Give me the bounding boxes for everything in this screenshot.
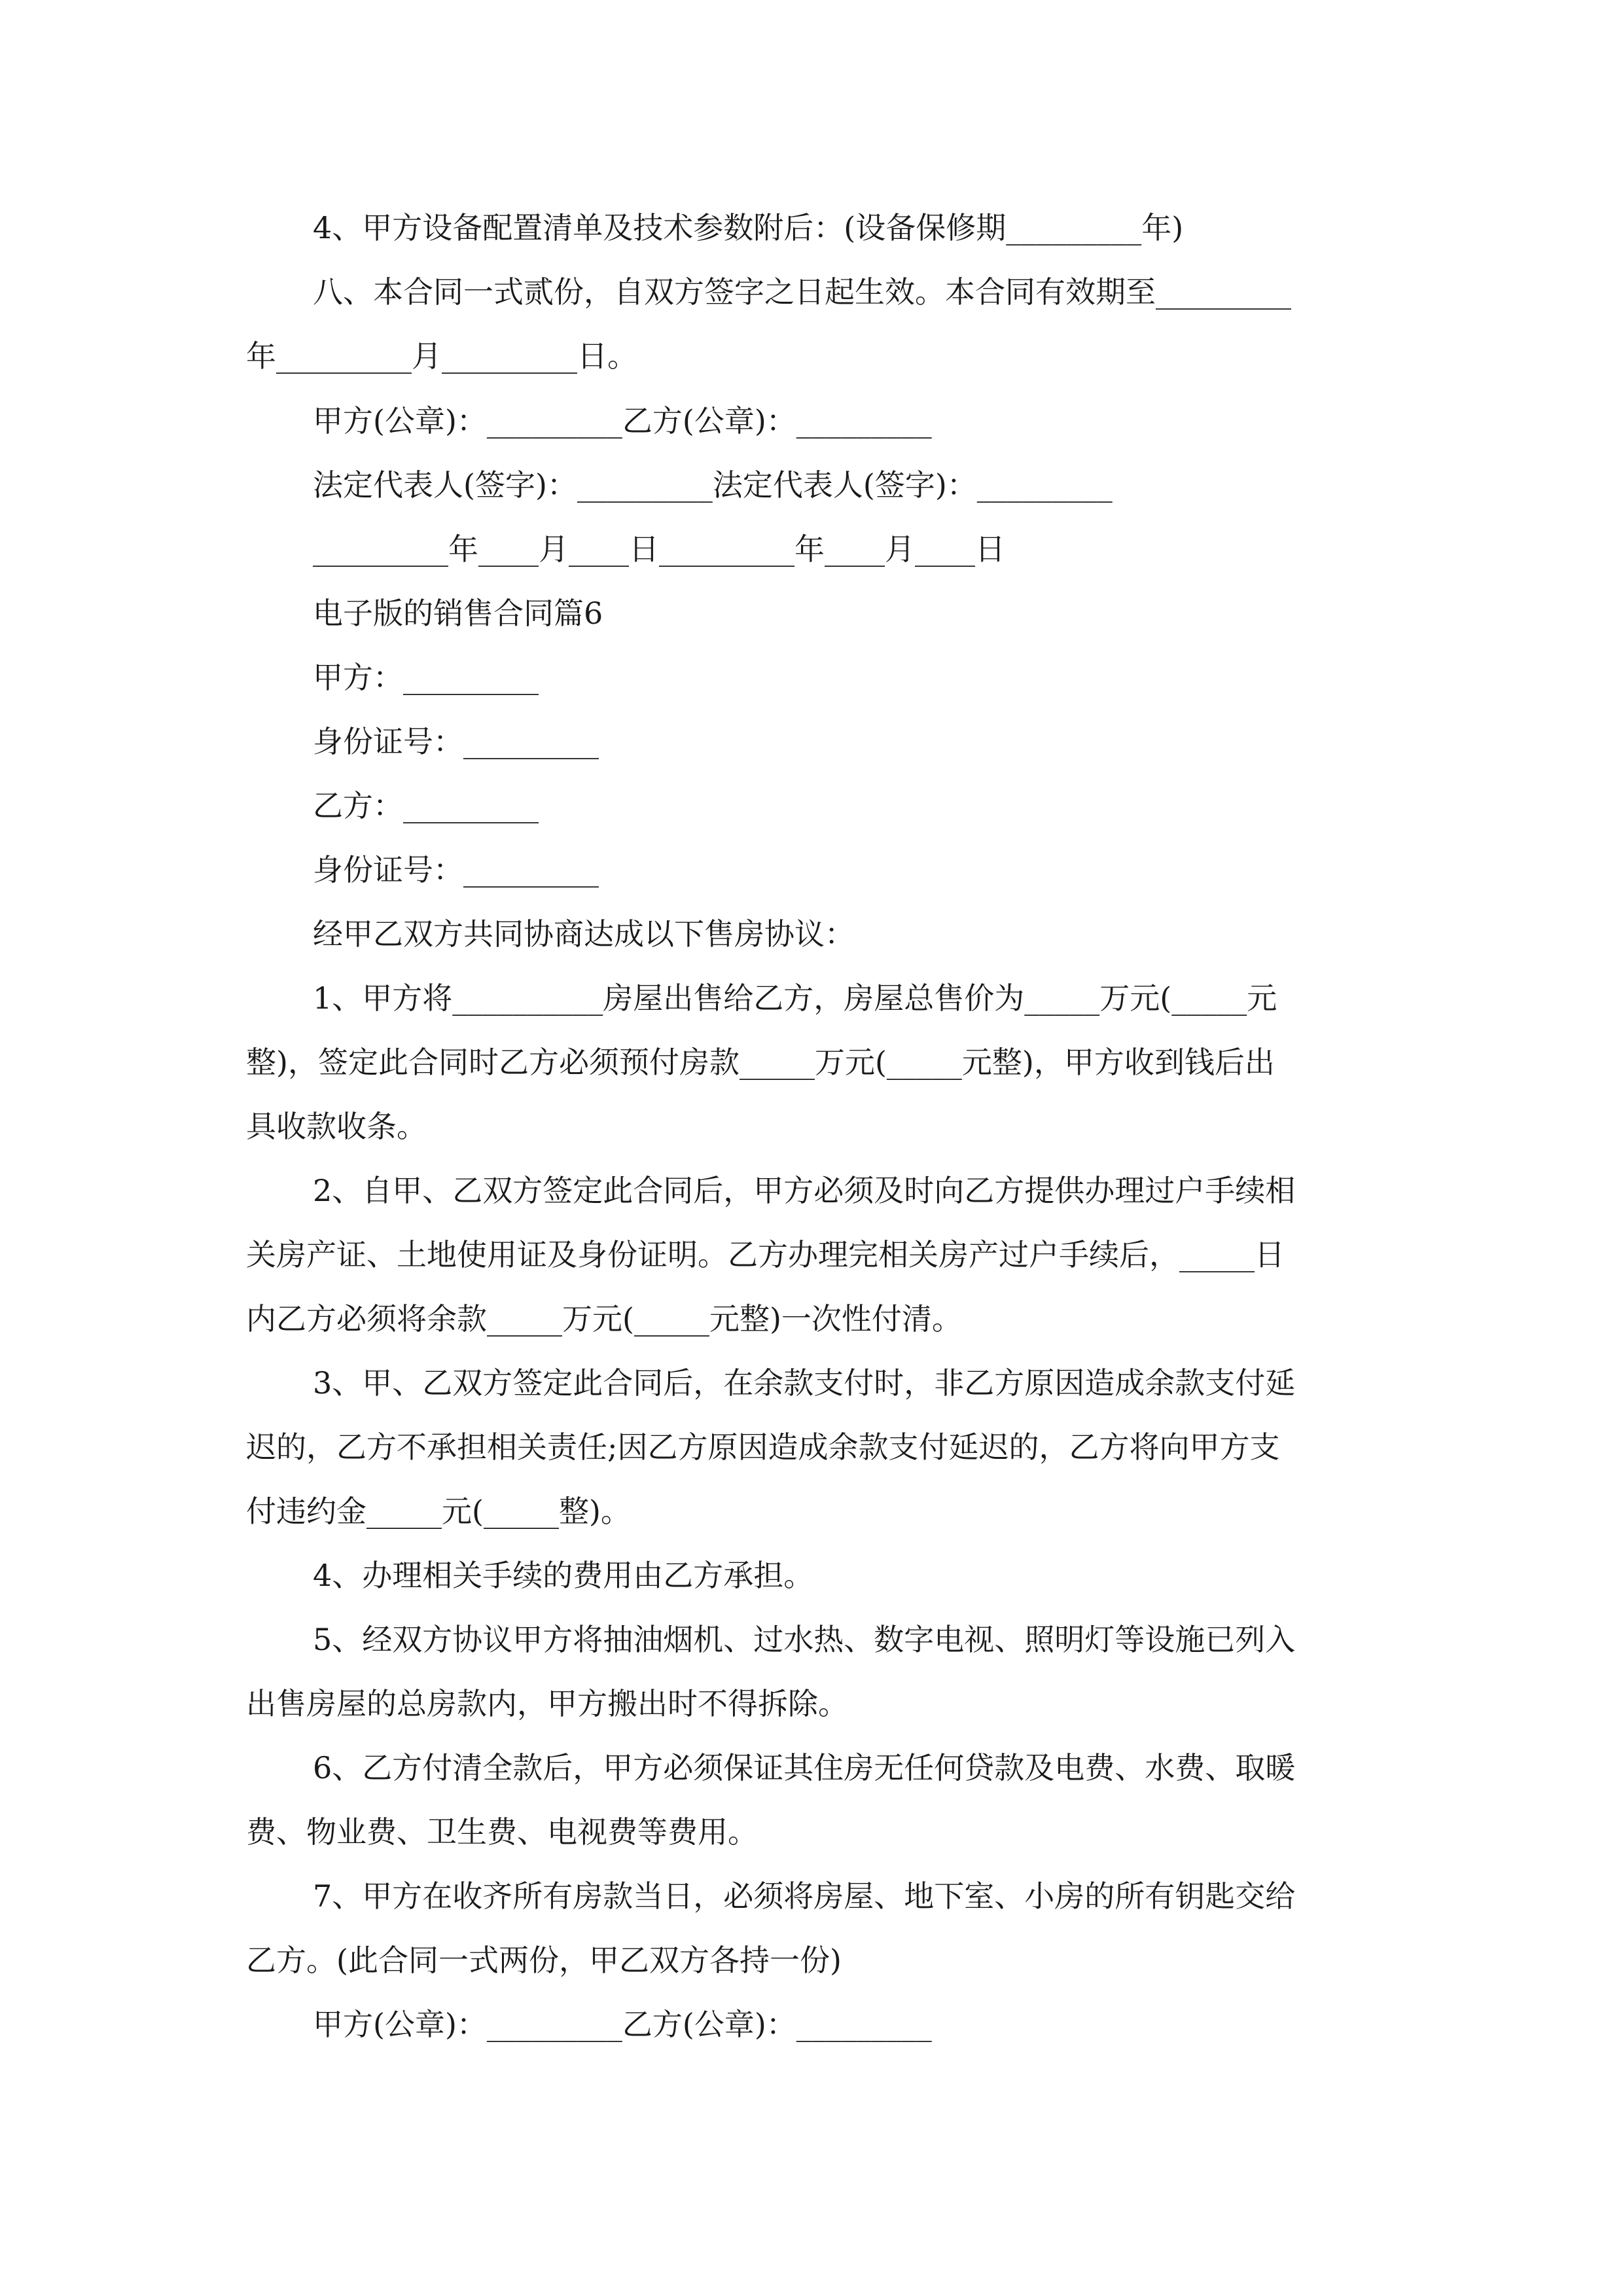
clause-3-line-1: 3、甲、乙双方签定此合同后，在余款支付时，非乙方原因造成余款支付延 bbox=[313, 1365, 1296, 1401]
clause-3-line-3: 付违约金_____元(_____整)。 bbox=[246, 1494, 631, 1529]
clause-6-line-1: 6、乙方付清全款后，甲方必须保证其住房无任何贷款及电费、水费、取暖 bbox=[313, 1750, 1296, 1785]
clause-5-line-1: 5、经双方协议甲方将抽油烟机、过水热、数字电视、照明灯等设施已列入 bbox=[313, 1622, 1296, 1657]
signature-date-line: _________年____月____日_________年____月____日 bbox=[313, 531, 1005, 567]
clause-3-line-2: 迟的，乙方不承担相关责任;因乙方原因造成余款支付延迟的，乙方将向甲方支 bbox=[246, 1429, 1280, 1465]
clause-2-line-1: 2、自甲、乙双方签定此合同后，甲方必须及时向乙方提供办理过户手续相 bbox=[313, 1173, 1296, 1208]
clause-1-line-2: 整)，签定此合同时乙方必须预付房款_____万元(_____元整)，甲方收到钱后出 bbox=[246, 1045, 1275, 1080]
clause-2-line-2: 关房产证、土地使用证及身份证明。乙方办理完相关房产过户手续后，_____日 bbox=[246, 1237, 1285, 1272]
clause-7-line-2: 乙方。(此合同一式两份，甲乙双方各持一份) bbox=[246, 1943, 842, 1978]
paragraph-equipment-list: 4、甲方设备配置清单及技术参数附后：(设备保修期_________年) bbox=[313, 210, 1184, 245]
clause-5-line-2: 出售房屋的总房款内，甲方搬出时不得拆除。 bbox=[246, 1686, 848, 1721]
party-a-field: 甲方：_________ bbox=[313, 660, 539, 695]
paragraph-effective-date: 年_________月_________日。 bbox=[246, 338, 637, 374]
party-b-field: 乙方：_________ bbox=[313, 788, 539, 823]
section-heading: 电子版的销售合同篇6 bbox=[313, 596, 603, 631]
final-signature-line: 甲方(公章)：_________乙方(公章)：_________ bbox=[313, 2007, 932, 2042]
signature-representative-line: 法定代表人(签字)：_________法定代表人(签字)：_________ bbox=[313, 467, 1113, 503]
clause-6-line-2: 费、物业费、卫生费、电视费等费用。 bbox=[246, 1814, 758, 1850]
clause-7-line-1: 7、甲方在收齐所有房款当日，必须将房屋、地下室、小房的所有钥匙交给 bbox=[313, 1878, 1296, 1914]
party-b-id-field: 身份证号：_________ bbox=[313, 852, 599, 888]
clause-4: 4、办理相关手续的费用由乙方承担。 bbox=[313, 1558, 814, 1593]
party-a-id-field: 身份证号：_________ bbox=[313, 724, 599, 759]
agreement-intro: 经甲乙双方共同协商达成以下售房协议： bbox=[313, 916, 855, 952]
clause-1-line-1: 1、甲方将__________房屋出售给乙方，房屋总售价为_____万元(_____元 bbox=[313, 980, 1277, 1016]
signature-seal-line: 甲方(公章)：_________乙方(公章)：_________ bbox=[313, 403, 932, 439]
clause-2-line-3: 内乙方必须将余款_____万元(_____元整)一次性付清。 bbox=[246, 1301, 962, 1336]
clause-1-line-3: 具收款收条。 bbox=[246, 1109, 427, 1144]
paragraph-effective-clause: 八、本合同一式贰份，自双方签字之日起生效。本合同有效期至_________ bbox=[313, 274, 1291, 310]
